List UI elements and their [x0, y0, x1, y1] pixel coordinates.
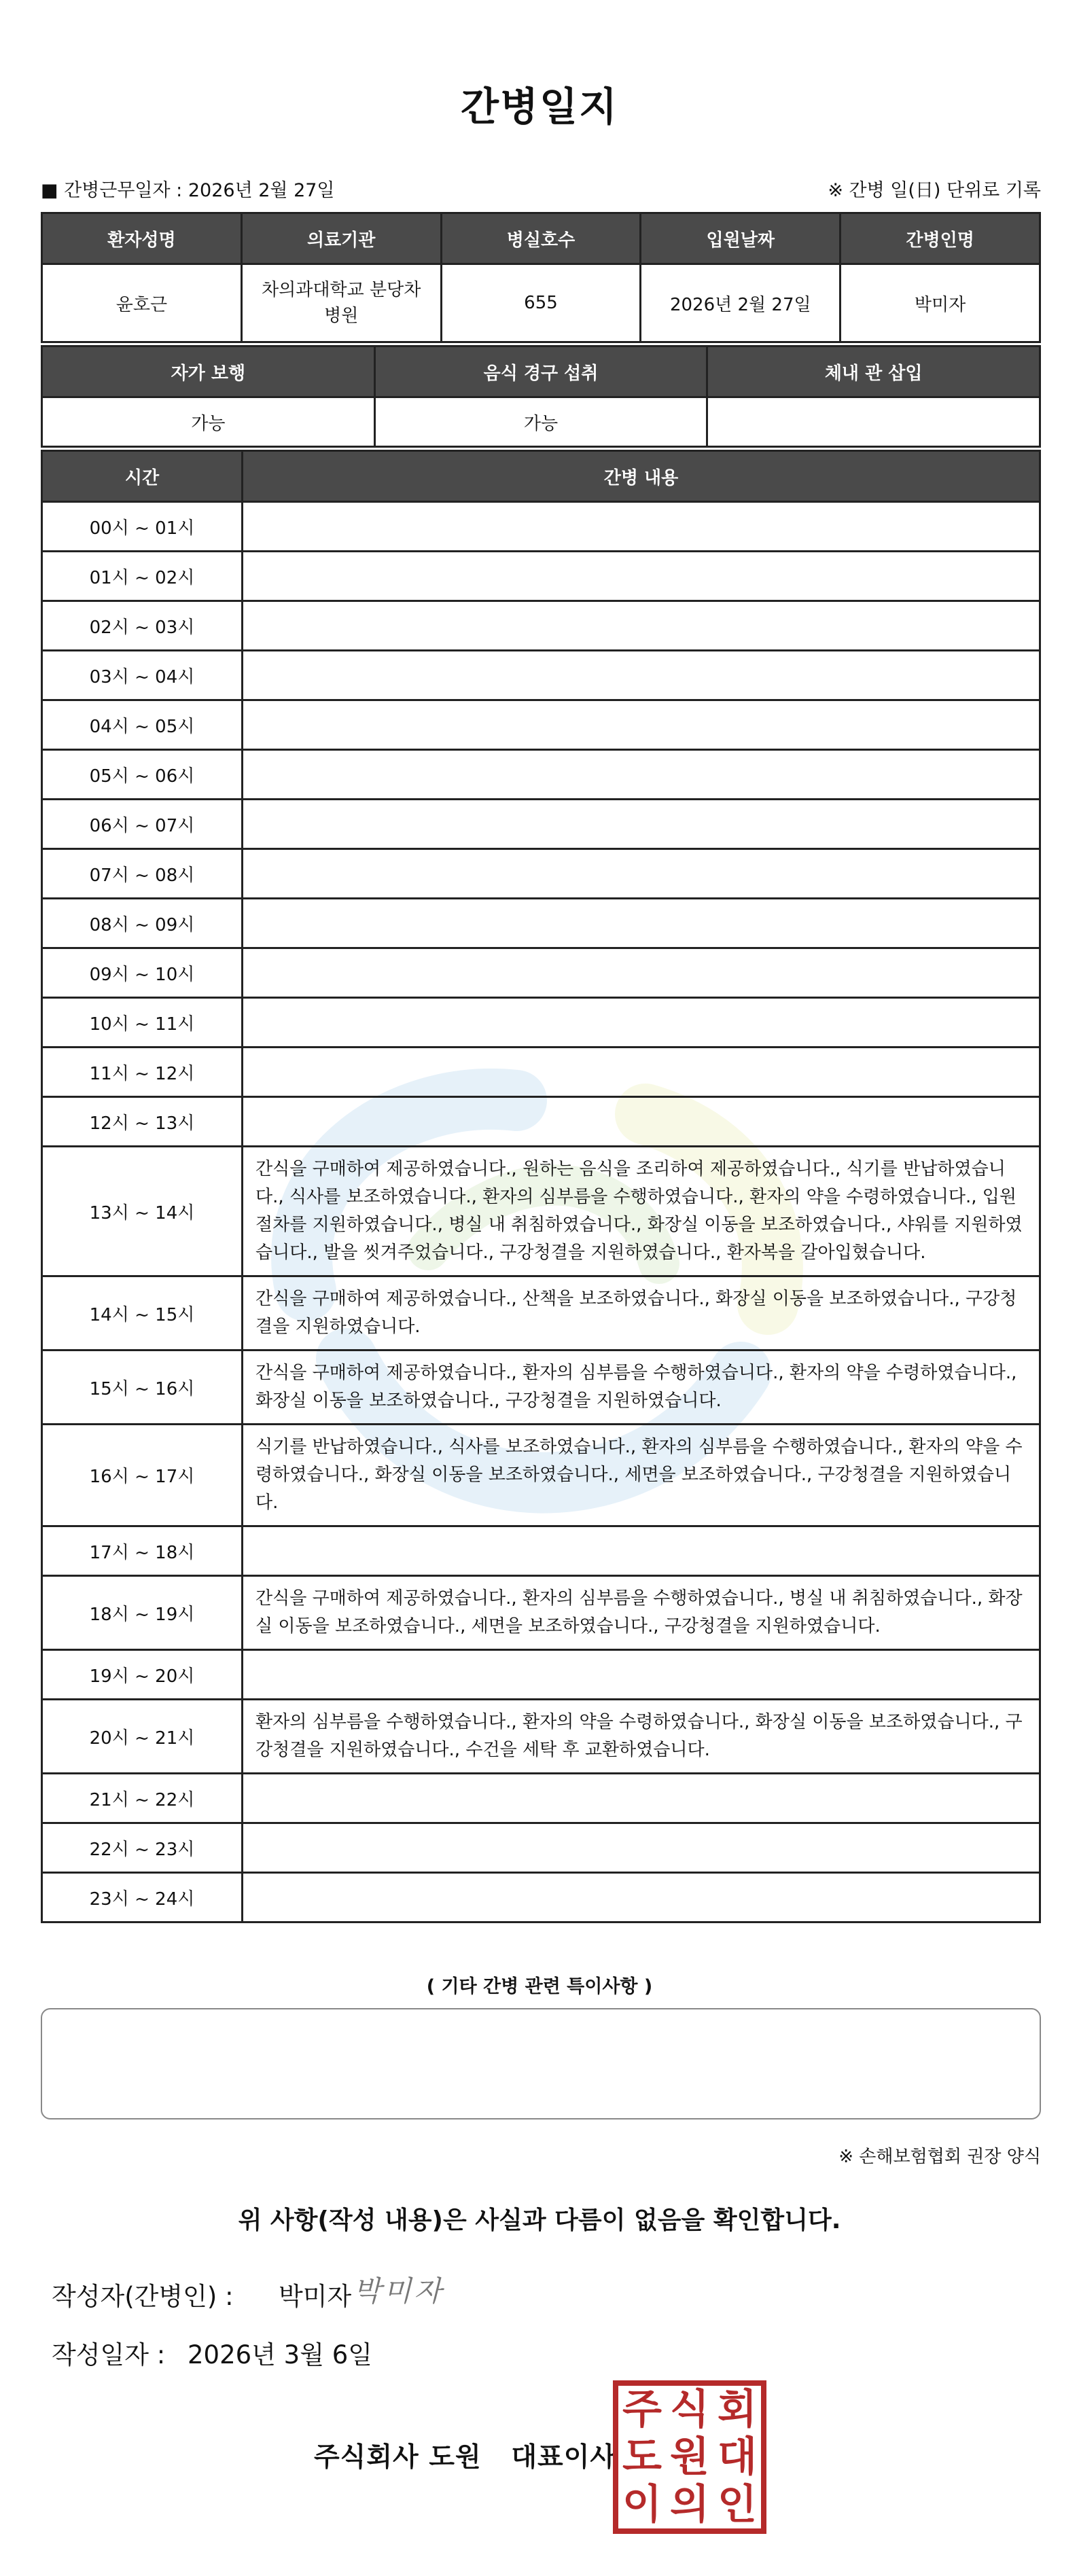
- row-care-content: [243, 1048, 1040, 1097]
- row-care-content: [243, 651, 1040, 700]
- admission-date: 2026년 2월 27일: [641, 264, 841, 342]
- row-time: 23시 ~ 24시: [42, 1873, 243, 1922]
- table-row: [42, 1147, 1040, 1276]
- row-time: 11시 ~ 12시: [42, 1048, 243, 1097]
- row-time: 14시 ~ 15시: [42, 1276, 243, 1350]
- notes-title: ( 기타 간병 관련 특이사항 ): [426, 1976, 653, 1997]
- confirm-statement: 위 사항(작성 내용)은 사실과 다름이 없음을 확인합니다.: [238, 2206, 841, 2234]
- caregiver-name: 박미자: [841, 264, 1040, 342]
- table-row: [42, 552, 1040, 601]
- seal-glyph: 회: [718, 2386, 757, 2433]
- walking-status: 가능: [42, 397, 375, 447]
- row-care-content: [243, 899, 1040, 948]
- table-row: [42, 1097, 1040, 1147]
- header-oral-intake: 음식 경구 섭취: [374, 346, 707, 397]
- seal-glyph: 주: [622, 2386, 662, 2433]
- table-row: [42, 998, 1040, 1048]
- table-row: [42, 800, 1040, 849]
- table-row: [42, 1425, 1040, 1526]
- header-room: 병실호수: [441, 213, 641, 264]
- row-care-content: [243, 1774, 1040, 1823]
- written-date-label: 작성일자 :: [52, 2340, 166, 2369]
- row-care-content: [243, 502, 1040, 552]
- row-time: 20시 ~ 21시: [42, 1700, 243, 1774]
- notes-box: [41, 2008, 1041, 2119]
- row-care-content: [243, 1823, 1040, 1873]
- row-care-content: [243, 948, 1040, 998]
- seal-glyph: 인: [718, 2481, 757, 2528]
- row-care-content: 간식을 구매하여 제공하였습니다., 환자의 심부름을 수행하였습니다., 환자의 약을 수령하였습니다., 화장실 이동을 보조하였습니다., 구강청결을 지원하였습니다.: [243, 1350, 1040, 1425]
- table-row: [42, 1048, 1040, 1097]
- row-time: 05시 ~ 06시: [42, 750, 243, 800]
- table-row: [42, 1774, 1040, 1823]
- table-row: [42, 651, 1040, 700]
- row-care-content: 간식을 구매하여 제공하였습니다., 산책을 보조하였습니다., 화장실 이동을 보조하였습니다., 구강청결을 지원하였습니다.: [243, 1276, 1040, 1350]
- patient-info-table: [41, 212, 1041, 343]
- tube-insertion-status: [707, 397, 1040, 447]
- table-row: [42, 948, 1040, 998]
- care-log-body: [42, 502, 1040, 1922]
- row-time: 18시 ~ 19시: [42, 1576, 243, 1650]
- signature: 박미자: [353, 2274, 444, 2308]
- row-care-content: [243, 800, 1040, 849]
- row-care-content: [243, 700, 1040, 750]
- row-care-content: [243, 849, 1040, 899]
- header-admission-date: 입원날짜: [641, 213, 841, 264]
- patient-status-table: [41, 345, 1041, 448]
- row-time: 22시 ~ 23시: [42, 1823, 243, 1873]
- table-row: [42, 1276, 1040, 1350]
- row-care-content: 간식을 구매하여 제공하였습니다., 환자의 심부름을 수행하였습니다., 병실 내 취침하였습니다., 화장실 이동을 보조하였습니다., 세면을 보조하였습니다., 구강청결을 지원하였습니다.: [243, 1576, 1040, 1650]
- page-title: 간병일지: [460, 84, 619, 130]
- header-tube-insertion: 체내 관 삽입: [707, 346, 1040, 397]
- header-hospital: 의료기관: [241, 213, 441, 264]
- row-care-content: [243, 601, 1040, 651]
- table-row: [42, 750, 1040, 800]
- header-care-content: 간병 내용: [243, 451, 1040, 502]
- seal-glyph: 식: [670, 2386, 709, 2433]
- row-time: 09시 ~ 10시: [42, 948, 243, 998]
- row-time: 10시 ~ 11시: [42, 998, 243, 1048]
- row-care-content: 환자의 심부름을 수행하였습니다., 환자의 약을 수령하였습니다., 화장실 이동을 보조하였습니다., 구강청결을 지원하였습니다., 수건을 세탁 후 교환하였습니다.: [243, 1700, 1040, 1774]
- row-time: 21시 ~ 22시: [42, 1774, 243, 1823]
- row-time: 08시 ~ 09시: [42, 899, 243, 948]
- row-time: 19시 ~ 20시: [42, 1650, 243, 1700]
- table-row: [42, 849, 1040, 899]
- header-time: 시간: [42, 451, 243, 502]
- table-row: [42, 1576, 1040, 1650]
- seal-glyph: 의: [670, 2481, 709, 2528]
- table-row: [42, 502, 1040, 552]
- row-time: 06시 ~ 07시: [42, 800, 243, 849]
- row-care-content: [243, 750, 1040, 800]
- row-care-content: [243, 1650, 1040, 1700]
- table-row: [42, 1350, 1040, 1425]
- row-care-content: 식기를 반납하였습니다., 식사를 보조하였습니다., 환자의 심부름을 수행하였습니다., 환자의 약을 수령하였습니다., 화장실 이동을 보조하였습니다., 세면을 보조하였습니다., 구강청결을 지원하였습니다.: [243, 1425, 1040, 1526]
- work-date-value: 2026년 2월 27일: [188, 180, 335, 201]
- seal-glyph: 대: [718, 2433, 757, 2481]
- table-row: [42, 1650, 1040, 1700]
- row-time: 13시 ~ 14시: [42, 1147, 243, 1276]
- table-row: [42, 1700, 1040, 1774]
- row-time: 01시 ~ 02시: [42, 552, 243, 601]
- recommend-note: ※ 손해보험협회 권장 양식: [838, 2147, 1041, 2167]
- row-time: 07시 ~ 08시: [42, 849, 243, 899]
- work-date: [41, 175, 335, 202]
- patient-name: 윤호근: [42, 264, 242, 342]
- seal-glyph: 원: [670, 2433, 709, 2481]
- work-date-label: ■ 간병근무일자 :: [41, 180, 183, 201]
- table-row: [42, 1873, 1040, 1922]
- company-name: 주식회사 도원 대표이사: [314, 2442, 617, 2473]
- row-time: 17시 ~ 18시: [42, 1526, 243, 1576]
- row-time: 04시 ~ 05시: [42, 700, 243, 750]
- room-number: 655: [441, 264, 641, 342]
- seal-glyph: 도: [622, 2433, 662, 2481]
- row-time: 00시 ~ 01시: [42, 502, 243, 552]
- row-care-content: 간식을 구매하여 제공하였습니다., 원하는 음식을 조리하여 제공하였습니다., 식기를 반납하였습니다., 식사를 보조하였습니다., 환자의 심부름을 수행하였습니다., 환자의 약을 수령하였습니다., 입원절차를 지원하였습니다., 병실 내 취침하였습니다., 화장실 이동을 보조하였습니다., 샤워를 지원하였습니다., 발을 씻겨주었습니다., 구강청결을 지원하였습니다., 환자복을 갈아입혔습니다.: [243, 1147, 1040, 1276]
- company-seal-icon: [613, 2380, 766, 2534]
- table-row: [42, 700, 1040, 750]
- row-care-content: [243, 1097, 1040, 1147]
- seal-glyph: 이: [622, 2481, 662, 2528]
- header-patient-name: 환자성명: [42, 213, 242, 264]
- hospital-name: 차의과대학교 분당차병원: [241, 264, 441, 342]
- writer-name: 박미자: [279, 2282, 352, 2311]
- oral-intake-status: 가능: [374, 397, 707, 447]
- header-caregiver: 간병인명: [841, 213, 1040, 264]
- row-time: 16시 ~ 17시: [42, 1425, 243, 1526]
- header-walking: 자가 보행: [42, 346, 375, 397]
- writer-label: 작성자(간병인) :: [52, 2282, 234, 2311]
- care-log-table: [41, 450, 1041, 1923]
- row-care-content: [243, 1526, 1040, 1576]
- row-care-content: [243, 1873, 1040, 1922]
- row-time: 15시 ~ 16시: [42, 1350, 243, 1425]
- row-care-content: [243, 998, 1040, 1048]
- unit-note: ※ 간병 일(日) 단위로 기록: [828, 180, 1041, 201]
- row-care-content: [243, 552, 1040, 601]
- table-row: [42, 601, 1040, 651]
- row-time: 02시 ~ 03시: [42, 601, 243, 651]
- table-row: [42, 1526, 1040, 1576]
- row-time: 12시 ~ 13시: [42, 1097, 243, 1147]
- written-date: 2026년 3월 6일: [188, 2340, 372, 2369]
- table-row: [42, 899, 1040, 948]
- table-row: [42, 1823, 1040, 1873]
- row-time: 03시 ~ 04시: [42, 651, 243, 700]
